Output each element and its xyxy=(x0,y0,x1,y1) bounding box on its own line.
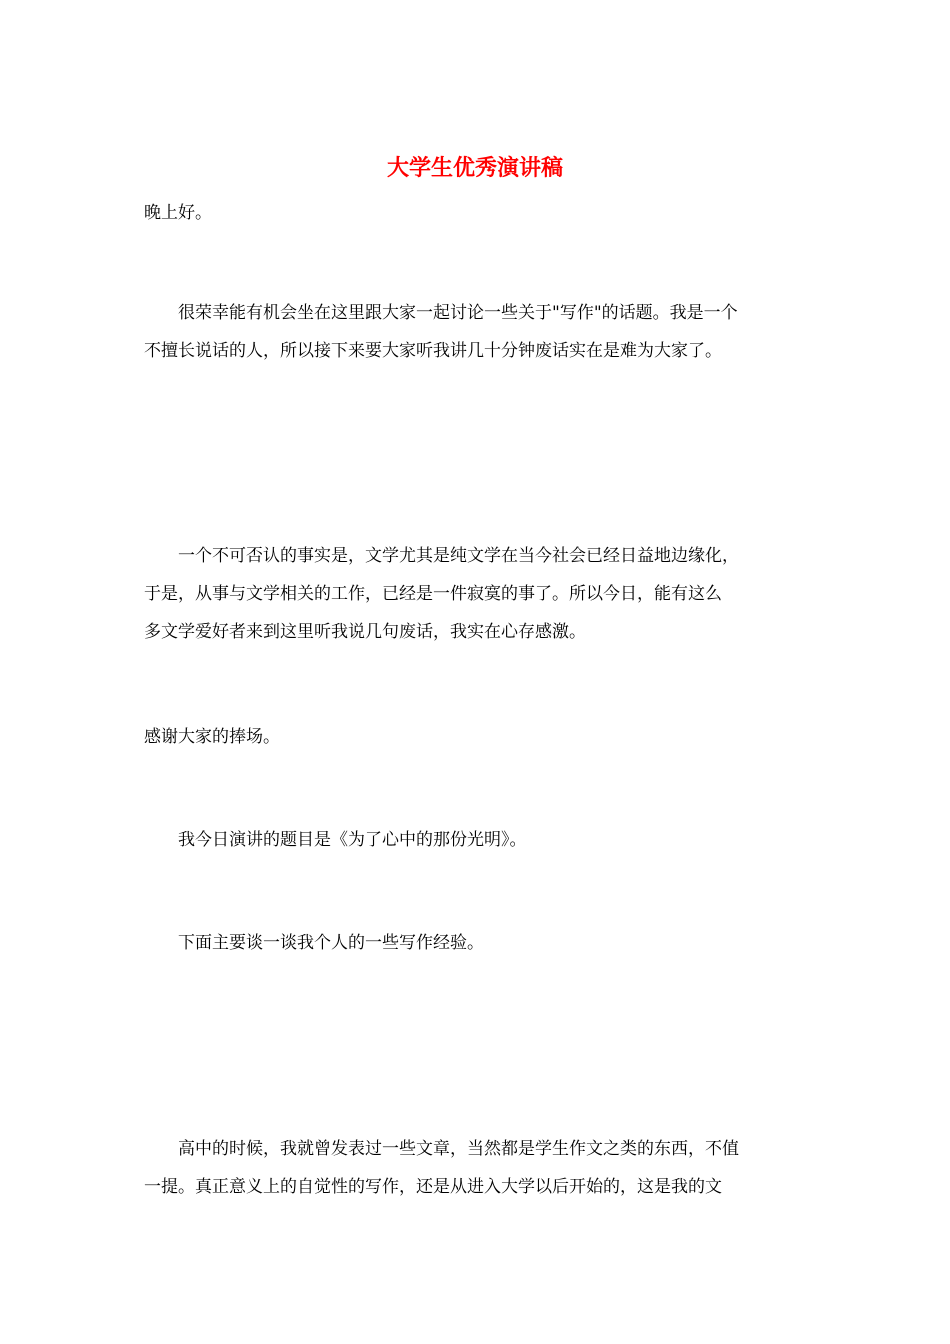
document-title: 大学生优秀演讲稿 xyxy=(386,155,563,181)
paragraph-line: 不擅长说话的人，所以接下来要大家听我讲几十分钟废话实在是难为大家了。 xyxy=(144,341,722,361)
paragraph-line: 高中的时候，我就曾发表过一些文章，当然都是学生作文之类的东西，不值 xyxy=(178,1139,739,1159)
paragraph-line: 于是，从事与文学相关的工作，已经是一件寂寞的事了。所以今日，能有这么 xyxy=(144,584,722,604)
paragraph-line: 多文学爱好者来到这里听我说几句废话，我实在心存感激。 xyxy=(144,622,586,642)
paragraph-line: 感谢大家的捧场。 xyxy=(144,727,280,747)
paragraph-line: 我今日演讲的题目是《为了心中的那份光明》。 xyxy=(178,830,527,850)
paragraph-line: 一提。真正意义上的自觉性的写作，还是从进入大学以后开始的，这是我的文 xyxy=(144,1177,722,1197)
paragraph-line: 晚上好。 xyxy=(144,203,212,223)
paragraph-line: 一个不可否认的事实是，文学尤其是纯文学在当今社会已经日益地边缘化， xyxy=(178,546,739,566)
paragraph-literature xyxy=(144,537,806,651)
paragraph-topic xyxy=(144,821,806,859)
paragraph-greeting xyxy=(144,194,806,232)
paragraph-intro xyxy=(144,294,806,370)
paragraph-line: 下面主要谈一谈我个人的一些写作经验。 xyxy=(178,933,484,953)
paragraph-thanks xyxy=(144,718,806,756)
paragraph-line: 很荣幸能有机会坐在这里跟大家一起讨论一些关于"写作"的话题。我是一个 xyxy=(178,303,738,323)
paragraph-highschool xyxy=(144,1130,806,1206)
paragraph-experience xyxy=(144,924,806,962)
